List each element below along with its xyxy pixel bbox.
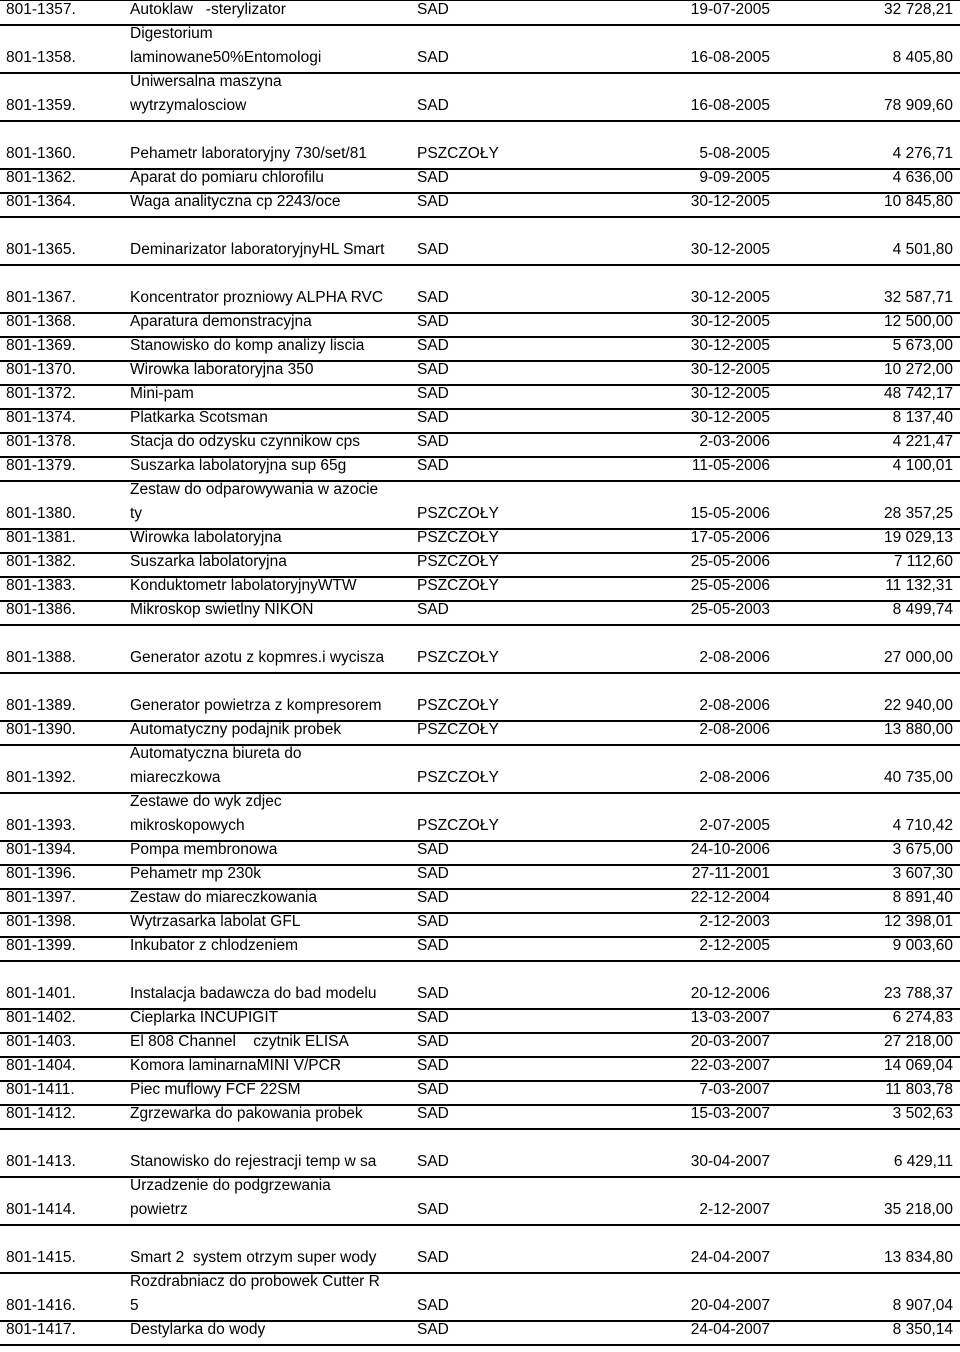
item-name <box>130 454 346 478</box>
acquisition-date: 11-05-2006 <box>691 457 770 474</box>
location: SAD <box>417 361 449 378</box>
location: SAD <box>417 865 449 882</box>
item-value: 4 276,71 <box>892 145 953 162</box>
item-name <box>130 1102 363 1126</box>
item-name-line: Generator powietrza z kompresorem <box>130 697 382 714</box>
table-row <box>0 674 960 722</box>
inventory-number: 801-1364. <box>6 193 76 210</box>
item-name-line: Cieplarka INCUPIGIT <box>130 1009 279 1026</box>
item-name-line: Aparat do pomiaru chlorofilu <box>130 169 324 186</box>
item-name <box>130 1078 301 1102</box>
item-name-line: Aparatura demonstracyjna <box>130 313 312 330</box>
inventory-number: 801-1389. <box>6 697 76 714</box>
item-value: 11 132,31 <box>885 577 953 594</box>
item-name <box>130 838 277 862</box>
item-name-line: Stanowisko do rejestracji temp w sa <box>130 1153 377 1170</box>
acquisition-date: 16-08-2005 <box>690 49 770 66</box>
inventory-number: 801-1379. <box>6 457 76 474</box>
inventory-number: 801-1369. <box>6 337 76 354</box>
inventory-number: 801-1404. <box>6 1057 76 1074</box>
location: PSZCZOŁY <box>417 577 499 594</box>
location: SAD <box>417 1 449 18</box>
item-value: 11 803,78 <box>885 1081 953 1098</box>
inventory-number: 801-1393. <box>6 817 76 834</box>
item-name <box>130 1270 380 1318</box>
item-value: 3 502,63 <box>892 1105 953 1122</box>
item-name-line: mikroskopowych <box>130 817 245 834</box>
item-name-line: Deminarizator laboratoryjnyHL Smart <box>130 241 385 258</box>
location: SAD <box>417 1057 449 1074</box>
acquisition-date: 22-03-2007 <box>690 1057 770 1074</box>
item-value: 4 221,47 <box>892 433 953 450</box>
acquisition-date: 20-12-2006 <box>690 985 770 1002</box>
item-name <box>130 1174 331 1222</box>
inventory-number: 801-1412. <box>6 1105 76 1122</box>
inventory-number: 801-1358. <box>6 49 76 66</box>
item-value: 22 940,00 <box>884 697 953 714</box>
acquisition-date: 7-03-2007 <box>699 1081 770 1098</box>
item-name <box>130 334 364 358</box>
table-row <box>0 266 960 314</box>
item-value: 8 907,04 <box>892 1297 953 1314</box>
inventory-number: 801-1386. <box>6 601 76 618</box>
table-row <box>0 122 960 170</box>
inventory-number: 801-1397. <box>6 889 76 906</box>
acquisition-date: 30-12-2005 <box>690 289 770 306</box>
inventory-number: 801-1362. <box>6 169 76 186</box>
item-name <box>130 1054 341 1078</box>
acquisition-date: 30-12-2005 <box>690 361 770 378</box>
item-value: 4 100,01 <box>892 457 953 474</box>
item-name <box>130 694 382 718</box>
location: SAD <box>417 1321 449 1338</box>
item-value: 32 587,71 <box>884 289 953 306</box>
item-name <box>130 22 321 70</box>
item-value: 10 272,00 <box>884 361 953 378</box>
location: SAD <box>417 49 449 66</box>
acquisition-date: 15-03-2007 <box>690 1105 770 1122</box>
table-row <box>0 1226 960 1274</box>
item-name-line: Piec muflowy FCF 22SM <box>130 1081 301 1098</box>
item-name-line: Waga analityczna cp 2243/oce <box>130 193 341 210</box>
location: SAD <box>417 1033 449 1050</box>
item-name-line: Automatyczny podajnik probek <box>130 721 342 738</box>
location: SAD <box>417 937 449 954</box>
location: SAD <box>417 457 449 474</box>
inventory-number: 801-1365. <box>6 241 76 258</box>
item-value: 12 398,01 <box>884 913 953 930</box>
inventory-number: 801-1413. <box>6 1153 76 1170</box>
inventory-number: 801-1390. <box>6 721 76 738</box>
item-value: 28 357,25 <box>884 505 953 522</box>
item-name-line: Wirowka labolatoryjna <box>130 529 282 546</box>
item-name-line: Pompa membronowa <box>130 841 278 858</box>
item-name <box>130 646 384 670</box>
item-name-line: Autoklaw -sterylizator <box>130 1 286 18</box>
acquisition-date: 2-03-2006 <box>699 433 770 450</box>
table-row <box>0 794 960 842</box>
acquisition-date: 13-03-2007 <box>690 1009 770 1026</box>
item-name-line: Zestaw do odparowywania w azocie <box>130 481 379 498</box>
location: SAD <box>417 241 449 258</box>
inventory-number: 801-1394. <box>6 841 76 858</box>
acquisition-date: 2-08-2006 <box>699 769 770 786</box>
inventory-number: 801-1367. <box>6 289 76 306</box>
item-name-line: Inkubator z chlodzeniem <box>130 937 299 954</box>
inventory-number: 801-1414. <box>6 1201 76 1218</box>
item-value: 14 069,04 <box>884 1057 953 1074</box>
item-value: 10 845,80 <box>884 193 953 210</box>
item-name-line: Generator azotu z kopmres.i wycisza <box>130 649 385 666</box>
location: SAD <box>417 1009 449 1026</box>
item-name <box>130 358 314 382</box>
item-value: 40 735,00 <box>884 769 953 786</box>
inventory-number: 801-1382. <box>6 553 76 570</box>
item-name <box>130 382 194 406</box>
acquisition-date: 25-05-2006 <box>690 553 770 570</box>
item-name-line: Pehametr laboratoryjny 730/set/81 <box>130 145 367 162</box>
acquisition-date: 19-07-2005 <box>690 1 770 18</box>
item-value: 7 112,60 <box>893 553 953 570</box>
item-name-line: Instalacja badawcza do bad modelu <box>130 985 377 1002</box>
item-value: 32 728,21 <box>884 1 953 18</box>
location: SAD <box>417 985 449 1002</box>
location: SAD <box>417 193 449 210</box>
item-value: 6 429,11 <box>893 1153 953 1170</box>
inventory-number: 801-1403. <box>6 1033 76 1050</box>
inventory-number: 801-1368. <box>6 313 76 330</box>
inventory-number: 801-1357. <box>6 1 76 18</box>
acquisition-date: 22-12-2004 <box>690 889 770 906</box>
item-name-line: Konduktometr labolatoryjnyWTW <box>130 577 357 594</box>
inventory-number: 801-1383. <box>6 577 76 594</box>
item-name-line: Destylarka do wody <box>130 1321 266 1338</box>
inventory-number: 801-1388. <box>6 649 76 666</box>
item-value: 12 500,00 <box>884 313 953 330</box>
table-row <box>0 938 960 962</box>
item-value: 4 636,00 <box>892 169 953 186</box>
acquisition-date: 25-05-2003 <box>690 601 770 618</box>
acquisition-date: 2-07-2005 <box>699 817 770 834</box>
item-value: 78 909,60 <box>884 97 953 114</box>
item-value: 35 218,00 <box>884 1201 953 1218</box>
acquisition-date: 24-04-2007 <box>690 1321 770 1338</box>
item-name-line: Platkarka Scotsman <box>130 409 268 426</box>
location: PSZCZOŁY <box>417 769 499 786</box>
item-name <box>130 1318 265 1342</box>
item-value: 27 218,00 <box>884 1033 953 1050</box>
item-name <box>130 0 286 22</box>
inventory-number: 801-1381. <box>6 529 76 546</box>
item-name-line: Mini-pam <box>130 385 194 402</box>
item-value: 8 405,80 <box>892 49 953 66</box>
inventory-number: 801-1378. <box>6 433 76 450</box>
item-value: 6 274,83 <box>892 1009 953 1026</box>
item-name-line: Urzadzenie do podgrzewania <box>130 1177 331 1194</box>
table-row <box>0 602 960 626</box>
inventory-number: 801-1370. <box>6 361 76 378</box>
acquisition-date: 2-08-2006 <box>699 721 770 738</box>
item-value: 8 350,14 <box>892 1321 953 1338</box>
inventory-number: 801-1396. <box>6 865 76 882</box>
table-row <box>0 746 960 794</box>
acquisition-date: 30-12-2005 <box>690 337 770 354</box>
item-name <box>130 1006 278 1030</box>
item-name-line: Suszarka labolatoryjna <box>130 553 287 570</box>
item-name <box>130 1030 349 1054</box>
item-name <box>130 718 341 742</box>
item-value: 8 891,40 <box>892 889 953 906</box>
item-name-line: Rozdrabniacz do probowek Cutter R <box>130 1273 380 1290</box>
inventory-number: 801-1398. <box>6 913 76 930</box>
acquisition-date: 15-05-2006 <box>690 505 770 522</box>
item-name-line: Zestaw do miareczkowania <box>130 889 317 906</box>
acquisition-date: 17-05-2006 <box>690 529 770 546</box>
item-name-line: Automatyczna biureta do <box>130 745 302 762</box>
inventory-number: 801-1402. <box>6 1009 76 1026</box>
acquisition-date: 16-08-2005 <box>690 97 770 114</box>
item-name <box>130 934 298 958</box>
item-value: 19 029,13 <box>884 529 953 546</box>
item-name <box>130 526 282 550</box>
item-name-line: miareczkowa <box>130 769 221 786</box>
location: PSZCZOŁY <box>417 529 499 546</box>
location: SAD <box>417 841 449 858</box>
item-value: 3 607,30 <box>892 865 953 882</box>
item-name <box>130 862 261 886</box>
item-name-line: wytrzymalosciow <box>130 97 247 114</box>
location: PSZCZOŁY <box>417 145 499 162</box>
item-name <box>130 70 282 118</box>
item-name <box>130 1150 376 1174</box>
table-row <box>0 1322 960 1346</box>
location: SAD <box>417 97 449 114</box>
item-name-line: Mikroskop swietlny NIKON <box>130 601 314 618</box>
inventory-number: 801-1359. <box>6 97 76 114</box>
item-name <box>130 550 287 574</box>
item-name-line: Koncentrator prozniowy ALPHA RVC <box>130 289 384 306</box>
acquisition-date: 2-12-2007 <box>699 1201 770 1218</box>
item-name <box>130 598 313 622</box>
item-value: 3 675,00 <box>892 841 953 858</box>
item-value: 27 000,00 <box>884 649 953 666</box>
location: SAD <box>417 433 449 450</box>
item-name-line: Digestorium <box>130 25 213 42</box>
item-name-line: Stacja do odzysku czynnikow cps <box>130 433 361 450</box>
location: SAD <box>417 889 449 906</box>
item-name <box>130 574 357 598</box>
location: SAD <box>417 337 449 354</box>
item-name <box>130 430 360 454</box>
acquisition-date: 20-03-2007 <box>690 1033 770 1050</box>
location: SAD <box>417 1297 449 1314</box>
table-row <box>0 218 960 266</box>
table-row <box>0 1274 960 1322</box>
item-name-line: Komora laminarnaMINI V/PCR <box>130 1057 342 1074</box>
acquisition-date: 24-10-2006 <box>690 841 770 858</box>
item-value: 48 742,17 <box>884 385 953 402</box>
item-name-line: Pehametr mp 230k <box>130 865 261 882</box>
acquisition-date: 30-12-2005 <box>690 193 770 210</box>
location: SAD <box>417 289 449 306</box>
acquisition-date: 5-08-2005 <box>699 145 770 162</box>
item-value: 23 788,37 <box>884 985 953 1002</box>
item-name <box>130 1246 376 1270</box>
location: SAD <box>417 1105 449 1122</box>
location: PSZCZOŁY <box>417 721 499 738</box>
inventory-number: 801-1401. <box>6 985 76 1002</box>
location: SAD <box>417 601 449 618</box>
inventory-number: 801-1411. <box>6 1081 75 1098</box>
table-row <box>0 482 960 530</box>
location: SAD <box>417 1153 449 1170</box>
acquisition-date: 9-09-2005 <box>699 169 770 186</box>
location: SAD <box>417 169 449 186</box>
acquisition-date: 30-12-2005 <box>690 409 770 426</box>
item-name <box>130 310 312 334</box>
item-name <box>130 910 300 934</box>
inventory-number: 801-1417. <box>6 1321 76 1338</box>
item-name-line: Wirowka laboratoryjna 350 <box>130 361 314 378</box>
item-name <box>130 142 367 166</box>
acquisition-date: 2-12-2003 <box>699 913 770 930</box>
acquisition-date: 2-08-2006 <box>699 697 770 714</box>
item-name <box>130 190 341 214</box>
item-name-line: Zgrzewarka do pakowania probek <box>130 1105 363 1122</box>
table-row <box>0 1178 960 1226</box>
item-name-line: Stanowisko do komp analizy liscia <box>130 337 365 354</box>
item-name <box>130 166 324 190</box>
table-row <box>0 194 960 218</box>
item-name-line: Zestawe do wyk zdjec <box>130 793 282 810</box>
acquisition-date: 30-12-2005 <box>690 313 770 330</box>
table-row <box>0 962 960 1010</box>
location: SAD <box>417 1201 449 1218</box>
location: PSZCZOŁY <box>417 649 499 666</box>
acquisition-date: 30-12-2005 <box>690 241 770 258</box>
item-value: 13 880,00 <box>884 721 953 738</box>
item-name-line: El 808 Channel czytnik ELISA <box>130 1033 349 1050</box>
inventory-number: 801-1415. <box>6 1249 76 1266</box>
acquisition-date: 20-04-2007 <box>690 1297 770 1314</box>
item-name-line: laminowane50%Entomologi <box>130 49 322 66</box>
location: PSZCZOŁY <box>417 553 499 570</box>
inventory-number: 801-1380. <box>6 505 76 522</box>
item-name <box>130 742 301 790</box>
item-value: 4 710,42 <box>892 817 953 834</box>
table-row <box>0 74 960 122</box>
inventory-number: 801-1374. <box>6 409 76 426</box>
item-name-line: 5 <box>130 1297 139 1314</box>
acquisition-date: 2-12-2005 <box>699 937 770 954</box>
location: SAD <box>417 385 449 402</box>
location: PSZCZOŁY <box>417 697 499 714</box>
acquisition-date: 24-04-2007 <box>690 1249 770 1266</box>
item-value: 5 673,00 <box>892 337 953 354</box>
table-row <box>0 1130 960 1178</box>
item-name <box>130 478 378 526</box>
location: SAD <box>417 409 449 426</box>
inventory-number: 801-1399. <box>6 937 76 954</box>
item-name <box>130 886 317 910</box>
item-name <box>130 238 384 262</box>
location: SAD <box>417 913 449 930</box>
acquisition-date: 25-05-2006 <box>690 577 770 594</box>
item-name-line: powietrz <box>130 1201 188 1218</box>
table-row <box>0 626 960 674</box>
item-name-line: Suszarka labolatoryjna sup 65g <box>130 457 347 474</box>
location: PSZCZOŁY <box>417 817 499 834</box>
location: PSZCZOŁY <box>417 505 499 522</box>
item-name-line: Wytrzasarka labolat GFL <box>130 913 301 930</box>
item-value: 8 499,74 <box>892 601 953 618</box>
table-row <box>0 1106 960 1130</box>
location: SAD <box>417 1249 449 1266</box>
item-name <box>130 790 282 838</box>
item-name-line: Smart 2 system otrzym super wody <box>130 1249 377 1266</box>
item-name <box>130 982 376 1006</box>
item-name <box>130 286 383 310</box>
item-value: 8 137,40 <box>892 409 953 426</box>
item-value: 9 003,60 <box>892 937 953 954</box>
item-value: 13 834,80 <box>884 1249 953 1266</box>
table-row <box>0 26 960 74</box>
acquisition-date: 30-04-2007 <box>690 1153 770 1170</box>
item-name-line: ty <box>130 505 143 522</box>
item-name-line: Uniwersalna maszyna <box>130 73 282 90</box>
acquisition-date: 30-12-2005 <box>690 385 770 402</box>
acquisition-date: 2-08-2006 <box>699 649 770 666</box>
inventory-number: 801-1392. <box>6 769 76 786</box>
item-value: 4 501,80 <box>892 241 953 258</box>
inventory-number: 801-1360. <box>6 145 76 162</box>
acquisition-date: 27-11-2001 <box>691 865 770 882</box>
location: SAD <box>417 1081 449 1098</box>
inventory-number: 801-1372. <box>6 385 76 402</box>
item-name <box>130 406 268 430</box>
location: SAD <box>417 313 449 330</box>
inventory-number: 801-1416. <box>6 1297 76 1314</box>
